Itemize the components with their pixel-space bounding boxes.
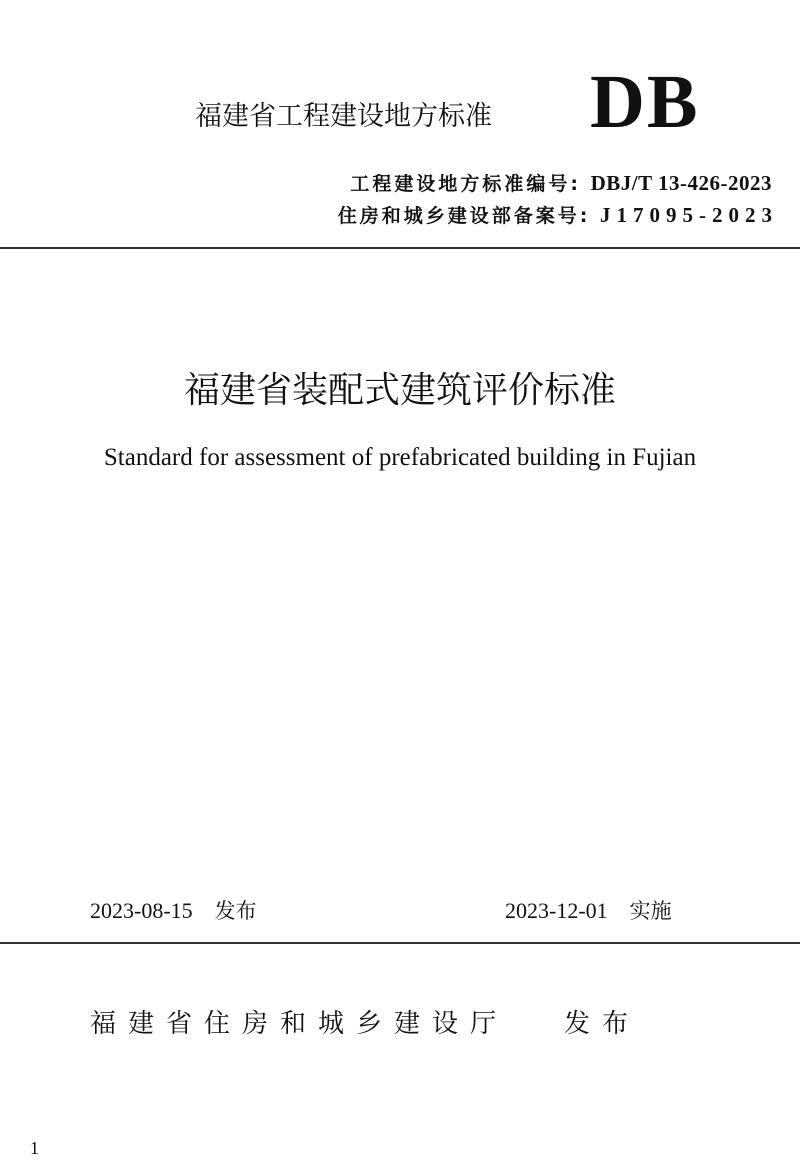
standard-number: DBJ/T 13-426-2023 [590,171,772,195]
db-logo-mark: DB [590,60,700,144]
standard-number-label: 工程建设地方标准编号: [350,173,581,195]
issue-date-line [90,896,257,926]
record-number: J17095-2023 [600,203,778,227]
issue-label: 发布 [214,899,257,923]
publish-label: 发布 [564,1009,641,1039]
standard-number-line [350,170,772,197]
publisher-line [90,1004,640,1044]
effective-date-line [505,896,672,926]
divider-top [0,247,800,249]
document-title-english: Standard for assessment of prefabricated building in Fujian [103,444,697,471]
document-title: 福建省装配式建筑评价标准 [183,370,616,411]
divider-bottom [0,942,800,944]
standard-series: 福建省工程建设地方标准 [195,101,492,132]
effective-label: 实施 [629,899,672,923]
page-number: 1 [30,1138,39,1158]
record-number-line [338,202,778,229]
issue-date: 2023-08-15 [90,898,193,923]
record-number-label: 住房和城乡建设部备案号: [337,205,591,227]
publisher: 福建省住房和城乡建设厅 [90,1009,509,1039]
effective-date: 2023-12-01 [505,898,608,923]
